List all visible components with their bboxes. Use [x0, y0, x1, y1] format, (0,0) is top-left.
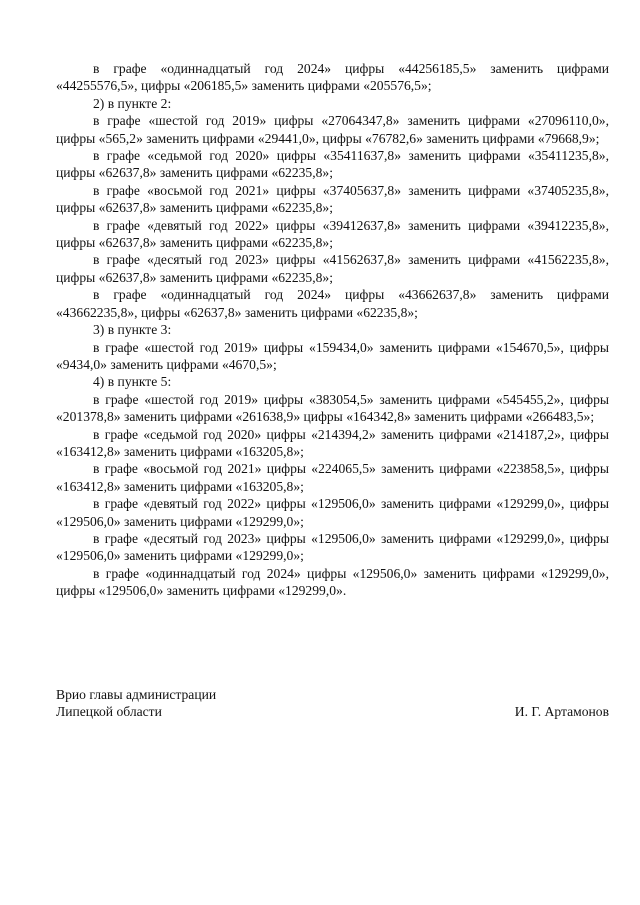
- paragraph-10: в графе «шестой год 2019» цифры «159434,0» заменить цифрами «154670,5», цифры «9434,0» заменить цифрами «4670,5»;: [56, 339, 609, 372]
- signatory-position-line-1: Врио главы администрации: [56, 687, 217, 702]
- paragraph-7: в графе «десятый год 2023» цифры «41562637,8» заменить цифрами «41562235,8», цифры «62637,8» заменить цифрами «62235,8»;: [56, 252, 609, 285]
- paragraph-12: в графе «шестой год 2019» цифры «383054,5» заменить цифрами «545455,2», цифры «201378,8» заменить цифрами «261638,9» цифры «164342,8» заменить цифрами «266483,5»;: [56, 391, 609, 425]
- paragraph-1: в графе «одиннадцатый год 2024» цифры «44256185,5» заменить цифрами «44255576,5», цифры «206185,5» заменить цифрами «205576,5»;: [56, 61, 609, 94]
- signature-block: [56, 686, 609, 721]
- paragraph-5: в графе «восьмой год 2021» цифры «37405637,8» заменить цифрами «37405235,8», цифры «62637,8» заменить цифрами «62235,8»;: [56, 182, 609, 216]
- paragraph-15: в графе «девятый год 2022» цифры «129506,0» заменить цифрами «129299,0», цифры «129506,0» заменить цифрами «129299,0»;: [56, 496, 609, 529]
- signature-row: [56, 703, 609, 720]
- paragraph-9: 3) в пункте 3:: [93, 322, 172, 338]
- paragraph-6: в графе «девятый год 2022» цифры «39412637,8» заменить цифрами «39412235,8», цифры «62637,8» заменить цифрами «62235,8»;: [56, 217, 609, 251]
- paragraph-11: 4) в пункте 5:: [93, 374, 172, 390]
- paragraph-8: в графе «одиннадцатый год 2024» цифры «43662637,8» заменить цифрами «43662235,8», цифры «62637,8» заменить цифрами «62235,8»;: [56, 287, 609, 320]
- paragraph-3: в графе «шестой год 2019» цифры «27064347,8» заменить цифрами «27096110,0», цифры «565,2» заменить цифрами «29441,0», цифры «76782,6» заменить цифрами «79668,9»;: [56, 113, 609, 146]
- signatory-name: И. Г. Артамонов: [514, 704, 609, 720]
- paragraph-14: в графе «восьмой год 2021» цифры «224065,5» заменить цифрами «223858,5», цифры «163412,8» заменить цифрами «163205,8»;: [56, 461, 609, 494]
- document-body: [56, 60, 609, 600]
- signatory-position-line-2: Липецкой области: [56, 704, 162, 720]
- paragraph-17: в графе «одиннадцатый год 2024» цифры «129506,0» заменить цифрами «129299,0», цифры «129506,0» заменить цифрами «129299,0».: [56, 565, 609, 599]
- paragraph-2: 2) в пункте 2:: [93, 95, 172, 111]
- paragraph-16: в графе «десятый год 2023» цифры «129506,0» заменить цифрами «129299,0», цифры «129506,0» заменить цифрами «129299,0»;: [56, 530, 609, 564]
- paragraph-4: в графе «седьмой год 2020» цифры «35411637,8» заменить цифрами «35411235,8», цифры «62637,8» заменить цифрами «62235,8»;: [56, 148, 609, 181]
- paragraph-13: в графе «седьмой год 2020» цифры «214394,2» заменить цифрами «214187,2», цифры «163412,8» заменить цифрами «163205,8»;: [56, 426, 609, 459]
